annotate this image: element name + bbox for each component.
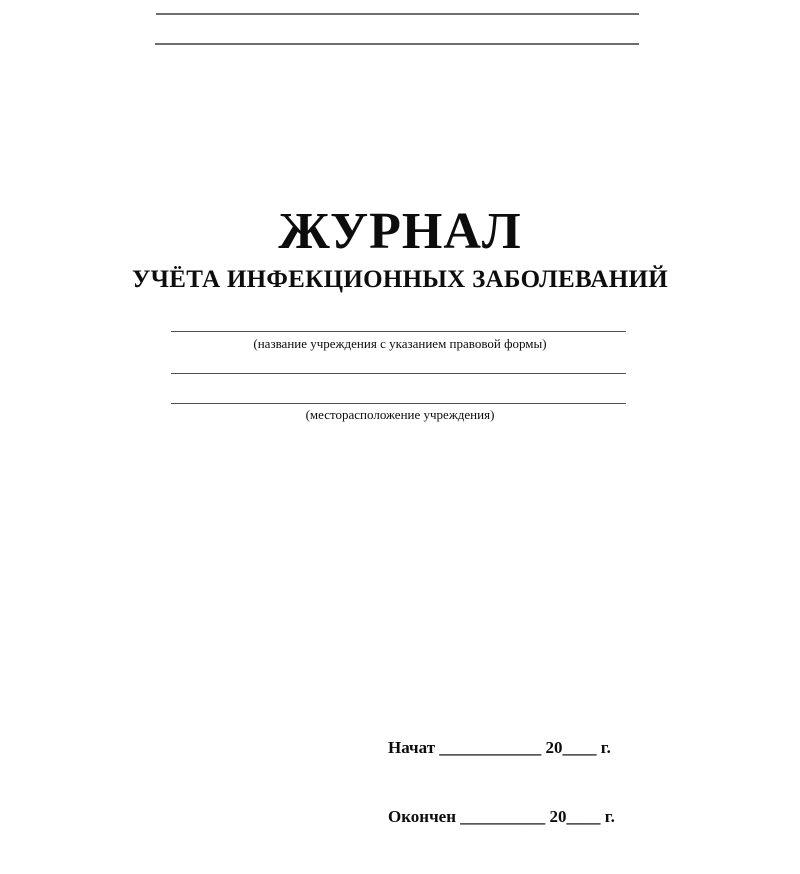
header-blank-rule-2: [155, 43, 639, 45]
journal-subtitle: УЧЁТА ИНФЕКЦИОННЫХ ЗАБОЛЕВАНИЙ: [132, 266, 668, 293]
institution-name-blank-line: [171, 331, 626, 332]
institution-caption: (название учреждения с указанием правовой формы): [253, 336, 547, 351]
date-finished-line: Окончен __________ 20____ г.: [388, 807, 615, 826]
institution-extra-blank-line: [171, 373, 626, 374]
location-blank-line: [171, 403, 626, 404]
dates-block: [388, 690, 615, 874]
header-blank-rule-1: [156, 13, 639, 15]
date-started-line: Начат ____________ 20____ г.: [388, 738, 611, 757]
location-caption: (месторасположение учреждения): [305, 407, 495, 422]
journal-title: ЖУРНАЛ: [278, 203, 522, 260]
